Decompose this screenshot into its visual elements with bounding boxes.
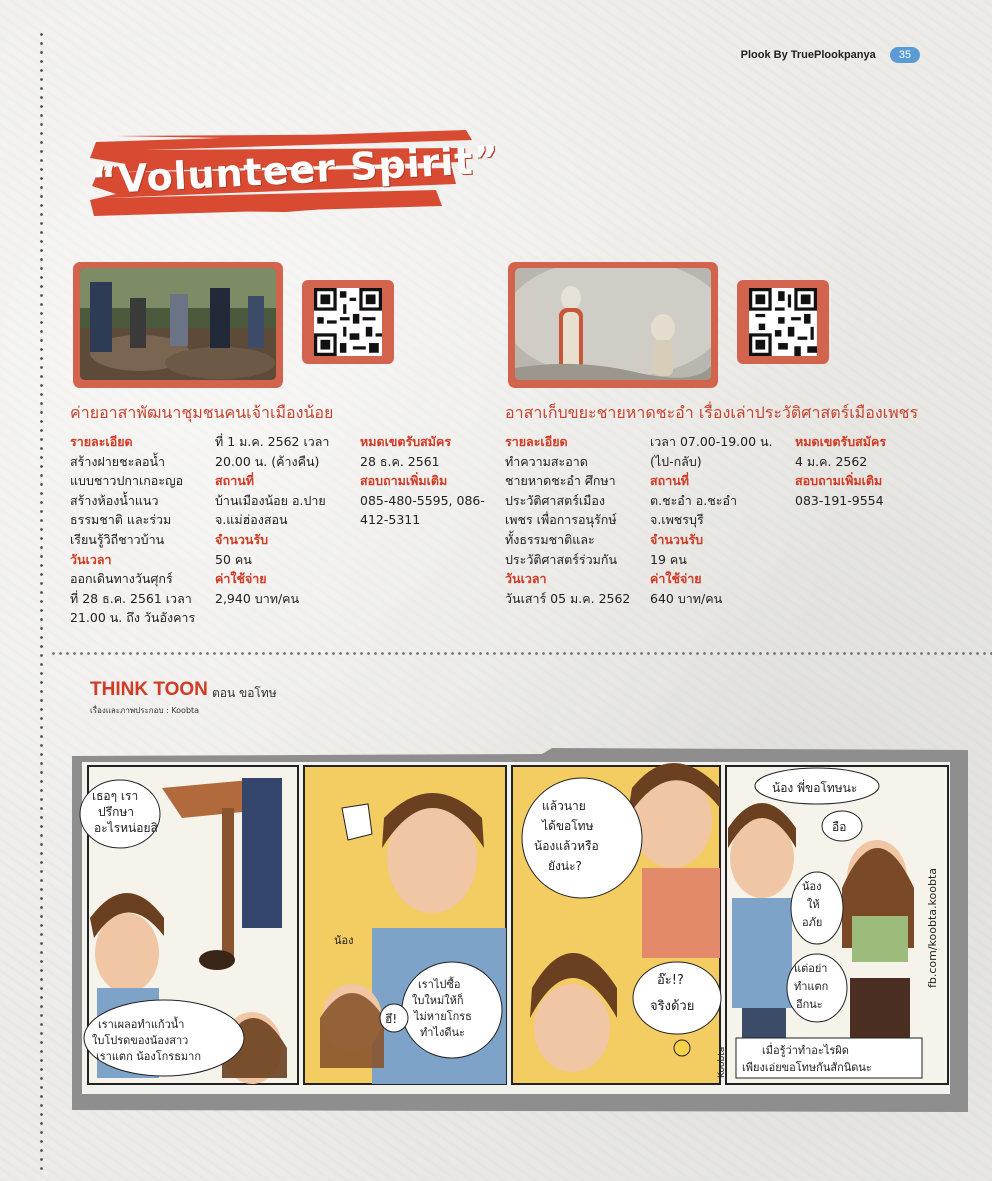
- qr-tab-1: [302, 280, 394, 364]
- bubble-text: ใบโปรดของน้องสาว: [92, 1034, 189, 1047]
- comic-panel-2: [304, 766, 506, 1084]
- field-value: วันเสาร์ 05 ม.ค. 2562: [505, 590, 631, 606]
- field-value: ต.ชะอำ อ.ชะอำ: [650, 492, 737, 508]
- activity-1-col-2: [215, 432, 355, 608]
- field-value: จ.เพชรบุรี: [650, 512, 704, 528]
- field-label: วันเวลา: [70, 551, 112, 567]
- section-title: “Volunteer Spirit”: [91, 137, 501, 203]
- field-label: ค่าใช้จ่าย: [215, 571, 267, 587]
- field-value: ประวัติศาสตร์ร่วมกัน: [505, 551, 617, 567]
- bubble-text: น้อง: [334, 934, 354, 947]
- volunteer-photo: [80, 268, 276, 380]
- comic-panel-3: [512, 763, 721, 1084]
- bubble-text: ทำไงดีนะ: [420, 1026, 465, 1039]
- field-value: ชายหาดชะอำ ศึกษา: [505, 473, 616, 489]
- caption-text: เมื่อรู้ว่าทำอะไรผิด: [762, 1044, 849, 1057]
- think-toon-credit: เรื่องและภาพประกอบ : Koobta: [90, 706, 200, 715]
- side-credit: fb.com/koobta.koobta: [926, 868, 939, 988]
- activity-2-col-1: [505, 432, 645, 608]
- bubble-text: ไม่หายโกรธ: [414, 1010, 472, 1023]
- brand-name: Plook By TruePlookpanya: [740, 49, 876, 61]
- field-value: ประวัติศาสตร์เมือง: [505, 492, 606, 508]
- bubble-text: ใบใหม่ให้ก็: [412, 994, 464, 1007]
- field-value: จ.แม่ฮ่องสอน: [215, 512, 288, 528]
- field-value: 28 ธ.ค. 2561: [360, 453, 440, 469]
- field-value: 20.00 น. (ค้างคืน): [215, 453, 320, 469]
- field-value: ออกเดินทางวันศุกร์: [70, 571, 173, 587]
- bubble-text: ให้: [807, 898, 820, 911]
- comic-panel-4: [717, 766, 948, 1084]
- caption-text: เพียงเอ่ยขอโทษกันสักนิดนะ: [742, 1061, 872, 1074]
- field-label: วันเวลา: [505, 571, 547, 587]
- field-label: หมดเขตรับสมัคร: [360, 434, 452, 449]
- activity-1-col-3: [360, 432, 500, 530]
- dotted-divider: [50, 652, 992, 655]
- field-label: จำนวนรับ: [650, 531, 704, 547]
- activity-1-col-1: [70, 432, 210, 628]
- activity-title-2: อาสาเก็บขยะชายหาดชะอำ เรื่องเล่าประวัติศาสตร์เมืองเพชร: [505, 403, 919, 422]
- field-value: 21.00 น. ถึง วันอังคาร: [70, 610, 196, 626]
- field-label: รายละเอียด: [70, 434, 133, 449]
- field-value: เวลา 07.00-19.00 น.: [650, 434, 773, 449]
- field-value: 2,940 บาท/คน: [215, 590, 300, 606]
- field-value: 085-480-5595, 086-: [360, 492, 485, 508]
- field-label: รายละเอียด: [505, 434, 568, 449]
- field-value: 50 คน: [215, 551, 252, 567]
- bubble-text: อือ: [832, 820, 847, 834]
- field-value: 19 คน: [650, 551, 687, 567]
- bubble-text: น้อง พี่ขอโทษนะ: [772, 781, 858, 795]
- page-number: 35: [890, 47, 920, 63]
- bubble-text: ยังน่ะ?: [548, 859, 582, 873]
- field-value: 412-5311: [360, 512, 421, 528]
- field-value: 4 ม.ค. 2562: [795, 453, 868, 469]
- field-label: จำนวนรับ: [215, 531, 269, 547]
- think-toon-title: THINK TOON: [90, 679, 208, 700]
- cave-mural-photo: [515, 268, 711, 380]
- activity-title-1: ค่ายอาสาพัฒนาชุมชนคนเจ้าเมืองน้อย: [70, 403, 334, 422]
- field-label: สอบถามเพิ่มเติม: [360, 473, 448, 489]
- comic-panel-1: [80, 766, 298, 1084]
- field-value: (ไป-กลับ): [650, 453, 702, 469]
- field-label: สถานที่: [215, 473, 255, 489]
- bubble-text: อภัย: [802, 916, 823, 929]
- activity-card-1: [73, 262, 283, 388]
- activity-2-col-2: [650, 432, 790, 608]
- field-value: ที่ 28 ธ.ค. 2561 เวลา: [70, 590, 192, 606]
- field-value: ธรรมชาติ และร่วม: [70, 512, 172, 528]
- bubble-text: ปรึกษา: [98, 805, 134, 819]
- qr-code-icon: [749, 288, 817, 356]
- field-label: สถานที่: [650, 473, 690, 489]
- field-value: สร้างห้องน้ำแนว: [70, 492, 159, 508]
- field-value: สร้างฝายชะลอน้ำ: [70, 453, 166, 469]
- bubble-text: เราไปซื้อ: [418, 978, 461, 991]
- bubble-text: แล้วนาย: [542, 799, 586, 813]
- bubble-text: น้อง: [802, 880, 822, 893]
- bubble-text: อะไรหน่อยสิ: [94, 821, 158, 835]
- field-value: ทั้งธรรมชาติและ: [505, 531, 595, 547]
- bubble-text: ได้ขอโทษ: [542, 819, 594, 833]
- bubble-text: ฮึ!: [385, 1012, 398, 1026]
- dotted-margin-line: [40, 30, 43, 1171]
- page-header: [741, 47, 920, 63]
- field-value: ทำความสะอาด: [505, 453, 588, 469]
- activity-2-col-3: [795, 432, 935, 510]
- signature: Koobta: [717, 1046, 727, 1078]
- bubble-text: อ๊ะ!?: [657, 973, 684, 988]
- bubble-text: แต่อย่า: [794, 962, 828, 975]
- bubble-text: เราแตก น้องโกรธมาก: [96, 1050, 202, 1063]
- think-toon-subtitle: ตอน ขอโทษ: [212, 686, 277, 700]
- field-value: 640 บาท/คน: [650, 590, 723, 606]
- comic-strip: [72, 748, 968, 1112]
- bubble-text: จริงด้วย: [650, 999, 695, 1014]
- bubble-text: น้องแล้วหรือ: [534, 839, 599, 853]
- qr-code-icon: [314, 288, 382, 356]
- bubble-text: เธอๆ เรา: [92, 789, 139, 803]
- bubble-text: อีกนะ: [796, 998, 823, 1011]
- field-value: เรียนรู้วิถีชาวบ้าน: [70, 531, 165, 547]
- activity-card-2: [508, 262, 718, 388]
- bubble-text: ทำแตก: [794, 980, 829, 993]
- field-label: สอบถามเพิ่มเติม: [795, 473, 883, 489]
- field-value: แบบชาวปกาเกอะญอ: [70, 473, 184, 489]
- qr-tab-2: [737, 280, 829, 364]
- field-value: ที่ 1 ม.ค. 2562 เวลา: [215, 434, 330, 449]
- field-value: 083-191-9554: [795, 492, 884, 508]
- field-label: ค่าใช้จ่าย: [650, 571, 702, 587]
- bubble-text: เราเผลอทำแก้วน้ำ: [98, 1018, 185, 1031]
- field-value: เพชร เพื่อการอนุรักษ์: [505, 512, 617, 528]
- field-value: บ้านเมืองน้อย อ.ปาย: [215, 492, 326, 508]
- field-label: หมดเขตรับสมัคร: [795, 434, 887, 449]
